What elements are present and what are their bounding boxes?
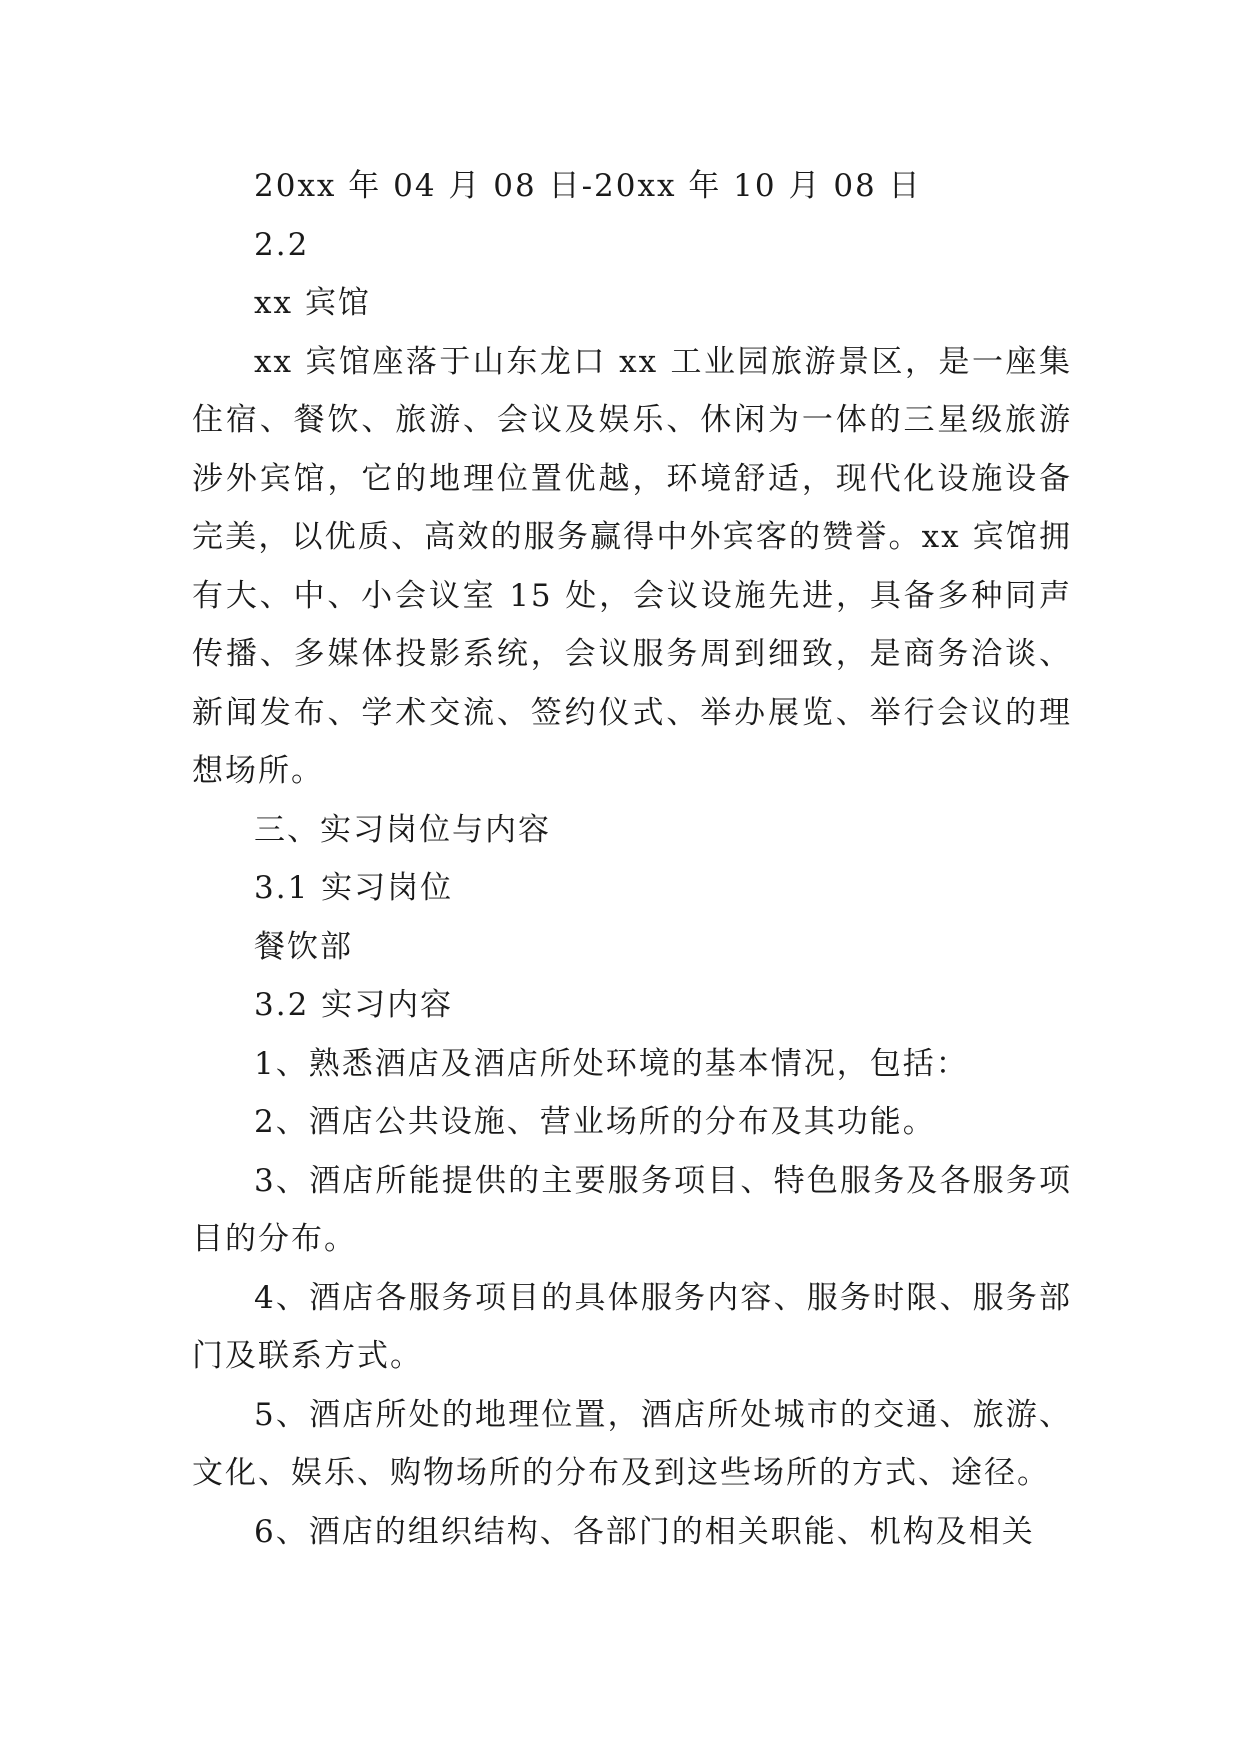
paragraph-department: 餐饮部 [254, 928, 353, 965]
paragraph-hotel-description: xx 宾馆座落于山东龙口 xx 工业园旅游景区，是一座集住宿、餐饮、旅游、会议及娱乐、休闲为一体的三星级旅游涉外宾馆，它的地理位置优越，环境舒适，现代化设施设备完美，以优质、高效的服务赢得中外宾客的赞誉。xx 宾馆拥有大、中、小会议室 15 处，会议设施先进，具备多种同声传播、多媒体投影系统，会议服务周到细致，是商务洽谈、新闻发布、学术交流、签约仪式、举办展览、举行会议的理想场所。 [192, 343, 1072, 789]
list-item: 6、酒店的组织结构、各部门的相关职能、机构及相关 [254, 1513, 1035, 1550]
list-item: 3、酒店所能提供的主要服务项目、特色服务及各服务项目的分布。 [192, 1162, 1072, 1257]
document-body [192, 157, 1072, 1561]
paragraph-section-2-2: 2.2 [254, 226, 310, 263]
list-item: 5、酒店所处的地理位置，酒店所处城市的交通、旅游、文化、娱乐、购物场所的分布及到这些场所的方式、途径。 [192, 1396, 1072, 1491]
heading-3-1: 3.1 实习岗位 [254, 870, 454, 906]
list-item: 2、酒店公共设施、营业场所的分布及其功能。 [254, 1104, 936, 1140]
paragraph-hotel-name: xx 宾馆 [254, 285, 371, 321]
list-item: 1、熟悉酒店及酒店所处环境的基本情况，包括： [254, 1045, 969, 1082]
list-item: 4、酒店各服务项目的具体服务内容、服务时限、服务部门及联系方式。 [192, 1279, 1072, 1374]
paragraph-date-range: 20xx 年 04 月 08 日-20xx 年 10 月 08 日 [254, 168, 922, 204]
heading-3-2: 3.2 实习内容 [254, 987, 454, 1023]
heading-internship-position: 三、实习岗位与内容 [254, 811, 551, 848]
